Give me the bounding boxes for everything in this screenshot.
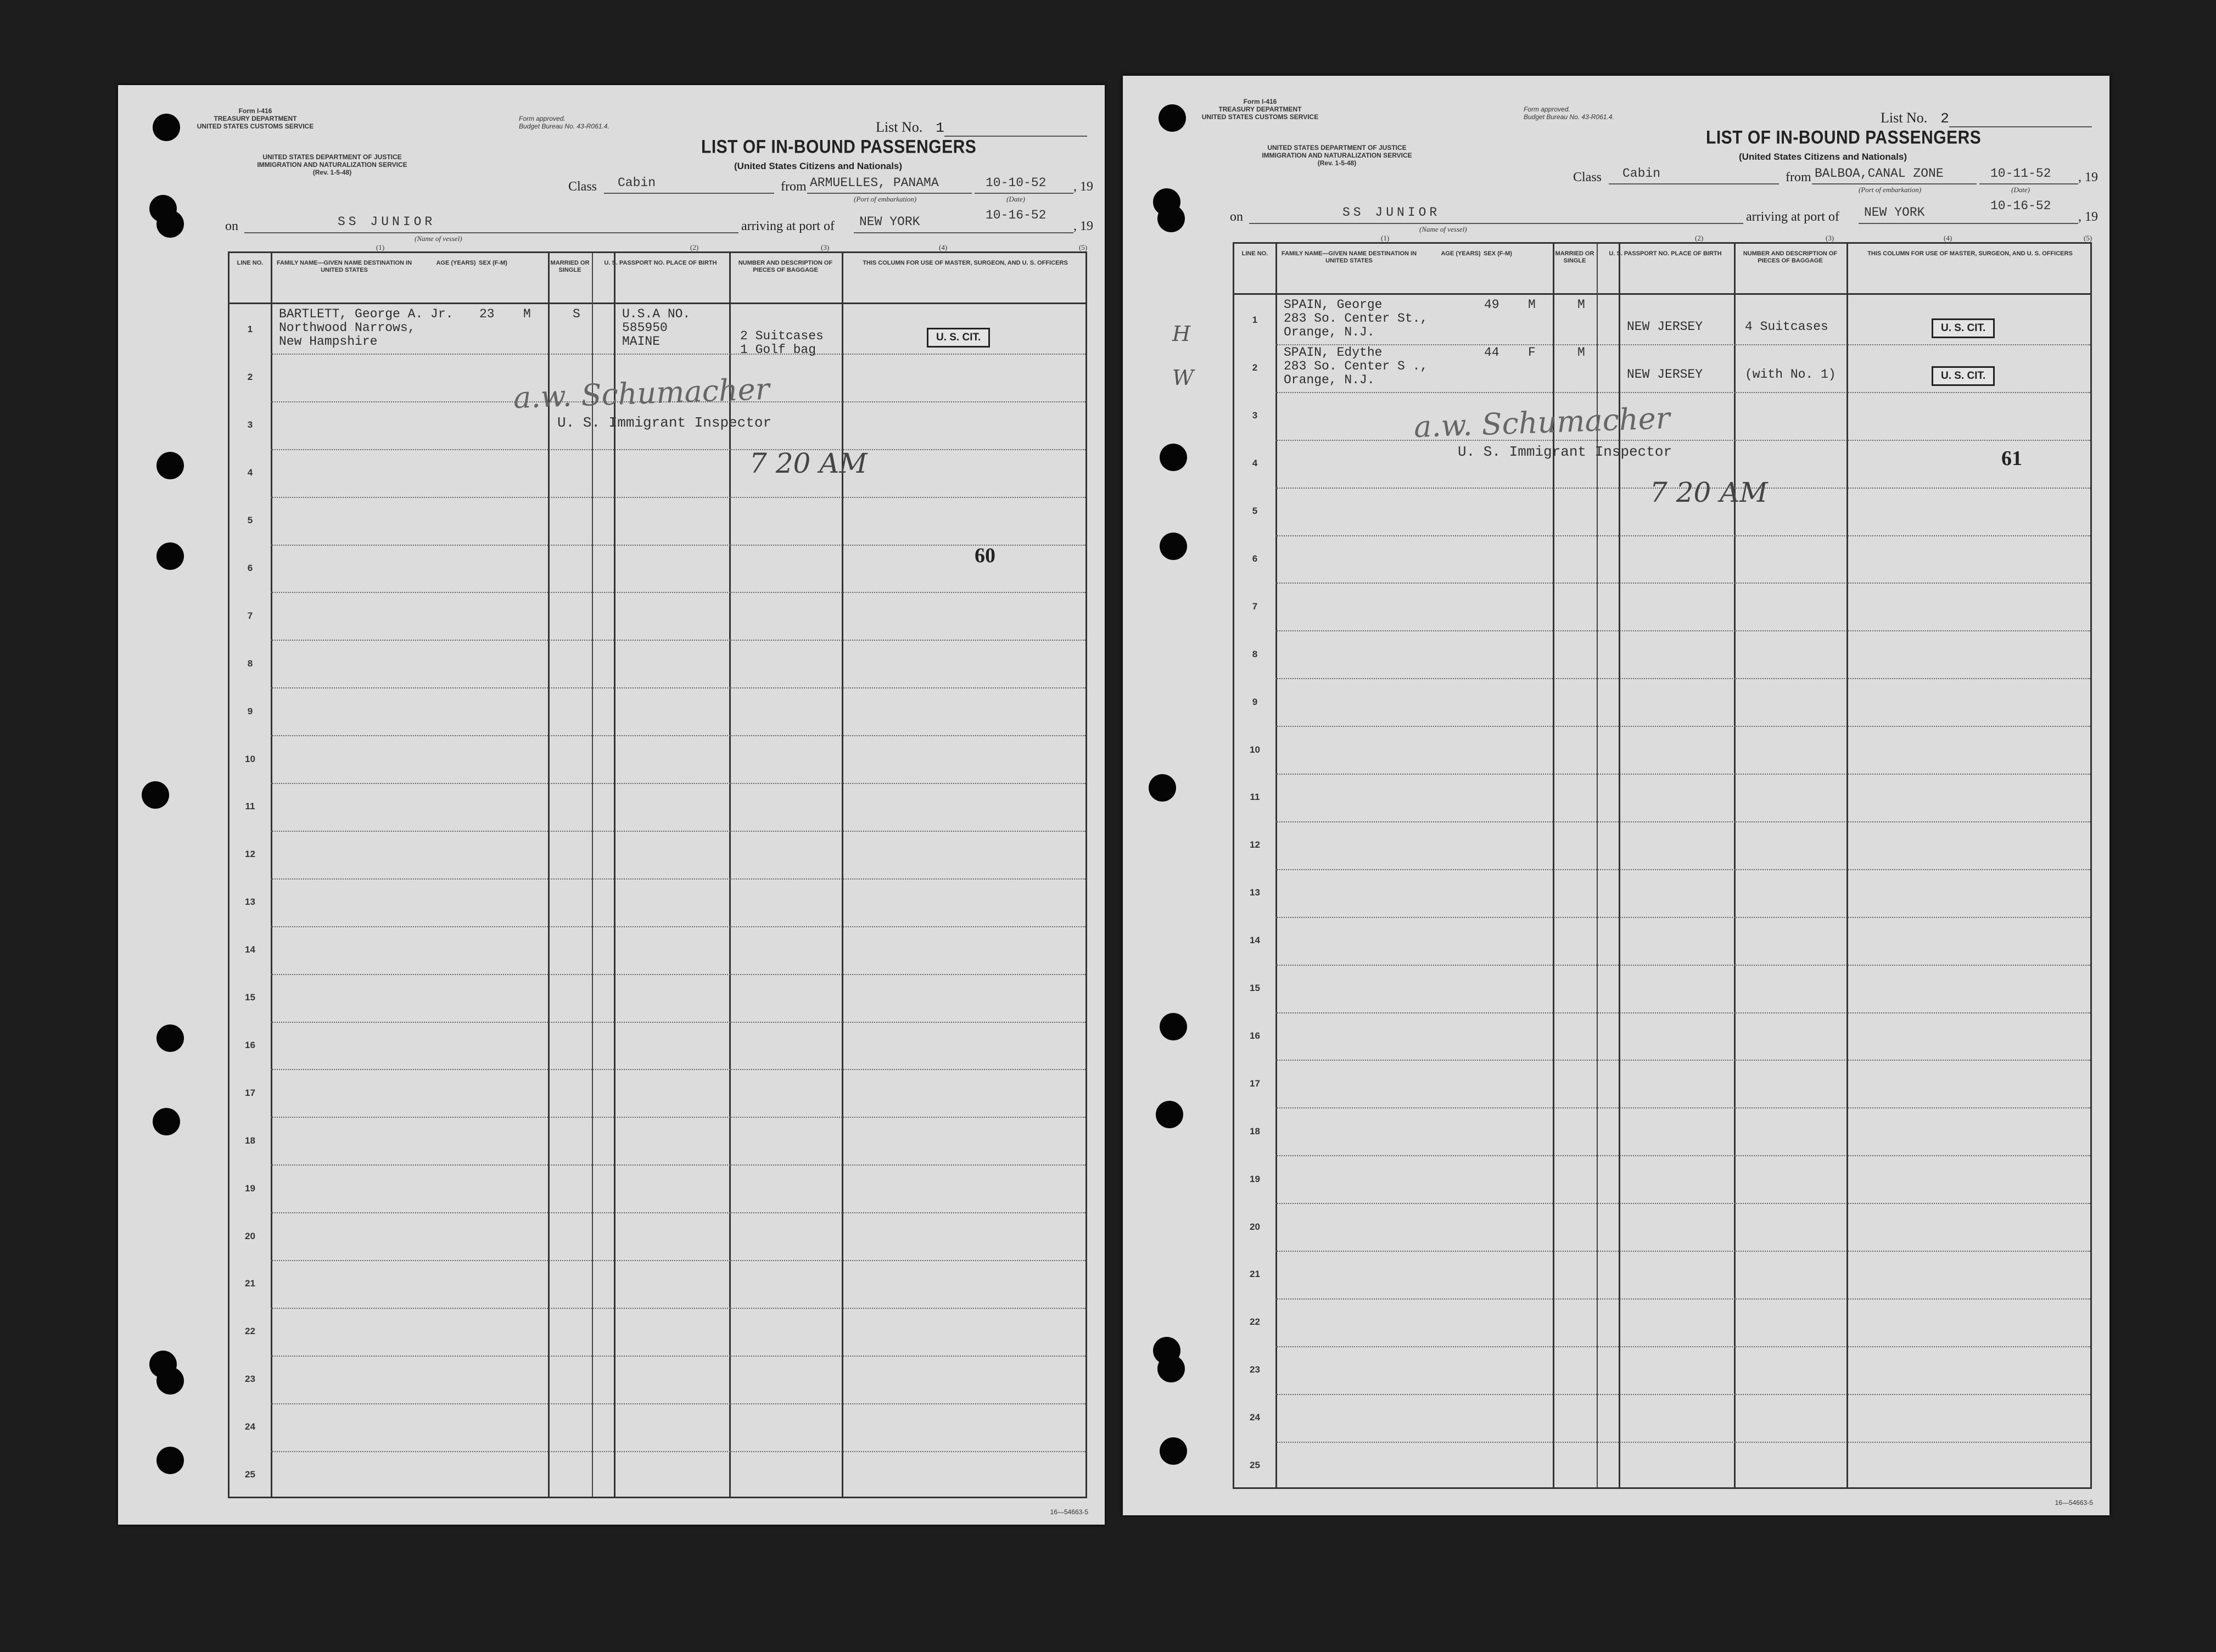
row-number: 10 — [1250, 744, 1260, 755]
row-line — [1275, 1298, 2090, 1300]
date-caption: (Date) — [2011, 186, 2030, 194]
from-port-value: BALBOA,CANAL ZONE — [1815, 166, 1944, 181]
port-embarkation-caption: (Port of embarkation) — [854, 195, 917, 203]
receipt-number-stamp: 60 — [975, 544, 995, 567]
column-header-passport: U. S. PASSPORT NO. PLACE OF BIRTH — [604, 260, 717, 266]
column-header-married: MARRIED OR SINGLE — [1555, 250, 1594, 264]
us-citizen-stamp: U. S. CIT. — [1932, 318, 1995, 338]
row-number: 3 — [1252, 410, 1258, 421]
row-number: 3 — [247, 419, 253, 430]
passenger-table — [228, 251, 1087, 1498]
vessel-value: SS JUNIOR — [1342, 205, 1441, 220]
row-number: 4 — [1252, 458, 1258, 469]
row-number: 12 — [1250, 839, 1260, 850]
punch-hole — [1157, 205, 1185, 232]
list-number-label: List No. — [876, 119, 923, 135]
column-number: (3) — [821, 243, 830, 251]
passport-birthplace-line: NEW JERSEY — [1627, 367, 1703, 382]
row-number: 13 — [1250, 887, 1260, 898]
passenger-name-line: 283 So. Center S ., — [1284, 359, 1428, 373]
row-number: 21 — [1250, 1269, 1260, 1280]
row-line — [271, 640, 1085, 641]
class-underline — [1609, 183, 1779, 184]
arrival-port-value: NEW YORK — [1864, 205, 1925, 220]
row-number: 14 — [245, 944, 255, 955]
arrival-date-underline — [975, 232, 1073, 233]
treasury-department: TREASURY DEPARTMENT — [1218, 105, 1302, 113]
punch-hole — [142, 781, 169, 809]
row-number: 14 — [1250, 935, 1260, 946]
passenger-name-line: Northwood Narrows, — [279, 321, 416, 335]
column-header-sex: SEX (F-M) — [1484, 250, 1512, 257]
port-embarkation-caption: (Port of embarkation) — [1859, 186, 1922, 194]
column-divider — [271, 253, 272, 1497]
row-number: 7 — [1252, 601, 1258, 612]
vessel-underline — [1249, 223, 1743, 224]
punch-hole — [1160, 1013, 1187, 1040]
column-number: (4) — [939, 243, 948, 251]
row-number: 13 — [245, 897, 255, 908]
row-line — [271, 1117, 1085, 1118]
passenger-sex: M — [1528, 298, 1536, 312]
passenger-marital: M — [1577, 298, 1585, 312]
arriving-label: arriving at port of — [741, 219, 835, 233]
passenger-name-line: 283 So. Center St., — [1284, 311, 1428, 326]
passenger-name-line: SPAIN, Edythe — [1284, 345, 1383, 360]
manifest-title: LIST OF IN-BOUND PASSENGERS — [1706, 127, 1982, 148]
row-number: 16 — [1250, 1030, 1260, 1041]
form-number: Form I-416 — [238, 107, 272, 115]
row-line — [1275, 344, 2090, 345]
arrival-year-suffix: , 19 — [2078, 210, 2098, 224]
passenger-age: 23 — [479, 307, 495, 321]
form-approved: Form approved. — [519, 115, 566, 122]
row-line — [271, 687, 1085, 688]
passenger-age: 49 — [1484, 298, 1499, 312]
passenger-marital: M — [1577, 345, 1585, 360]
vessel-caption: (Name of vessel) — [415, 234, 462, 243]
row-number: 1 — [1252, 315, 1258, 326]
column-header-line: LINE NO. — [1241, 250, 1268, 257]
row-number: 6 — [247, 562, 253, 573]
baggage-line: (with No. 1) — [1745, 367, 1836, 382]
row-number: 8 — [247, 658, 253, 669]
row-number: 12 — [245, 849, 255, 860]
row-number: 21 — [245, 1278, 255, 1289]
arrival-date-value: 10-16-52 — [1990, 199, 2051, 213]
column-header-baggage: NUMBER AND DESCRIPTION OF PIECES OF BAGGAGE — [1743, 250, 1838, 264]
punch-hole — [156, 1447, 184, 1474]
on-label: on — [225, 219, 238, 233]
row-number: 4 — [247, 467, 253, 478]
column-number: (2) — [1695, 234, 1704, 242]
justice-department: UNITED STATES DEPARTMENT OF JUSTICE — [1267, 144, 1407, 152]
row-number: 22 — [1250, 1317, 1260, 1328]
receipt-number-stamp: 61 — [2001, 447, 2022, 470]
vessel-value: SS JUNIOR — [338, 215, 436, 229]
inspector-signature: a.w. Schumacher — [513, 371, 770, 416]
row-line — [1275, 726, 2090, 727]
row-line — [1275, 630, 2090, 631]
row-number: 17 — [1250, 1078, 1260, 1089]
list-number-value: 1 — [936, 120, 944, 136]
row-line — [1275, 1394, 2090, 1395]
column-divider — [729, 253, 731, 1497]
form-footer-code: 16—54663-5 — [2055, 1499, 2093, 1507]
row-number: 25 — [1250, 1460, 1260, 1471]
row-number: 1 — [247, 324, 253, 335]
passenger-marital: S — [573, 307, 580, 321]
inspector-signature: a.w. Schumacher — [1413, 400, 1671, 445]
row-line — [271, 1308, 1085, 1309]
class-underline — [604, 193, 774, 194]
inspector-title: U. S. Immigrant Inspector — [1458, 444, 1672, 460]
from-date-value: 10-11-52 — [1990, 166, 2051, 181]
row-number: 10 — [245, 753, 255, 764]
punch-hole — [156, 210, 184, 238]
row-line — [271, 1164, 1085, 1166]
row-number: 17 — [245, 1087, 255, 1098]
list-number — [876, 119, 944, 136]
passenger-name-line: BARTLETT, George A. Jr. — [279, 307, 454, 321]
column-header-line: LINE NO. — [237, 260, 264, 266]
passenger-age: 44 — [1484, 345, 1499, 360]
arrival-date-value: 10-16-52 — [986, 208, 1047, 222]
manifest-sheet-right — [1123, 76, 2109, 1515]
from-port-underline — [807, 193, 972, 194]
row-line — [1275, 1155, 2090, 1156]
baggage-line: 2 Suitcases — [740, 329, 824, 343]
column-divider — [842, 253, 843, 1497]
row-number: 22 — [245, 1326, 255, 1337]
row-line — [271, 545, 1085, 546]
column-number: (2) — [690, 243, 699, 251]
passenger-name-line: SPAIN, George — [1284, 298, 1383, 312]
column-header-age: AGE (YEARS) — [1441, 250, 1481, 257]
row-number: 16 — [245, 1039, 255, 1050]
punch-hole — [1156, 1101, 1183, 1128]
punch-hole — [1160, 533, 1187, 560]
manifest-sheet-left — [118, 85, 1105, 1525]
column-number: (3) — [1826, 234, 1834, 242]
passenger-name-line: Orange, N.J. — [1284, 372, 1375, 387]
budget-bureau: Budget Bureau No. 43-R061.4. — [1524, 113, 1614, 121]
arrival-year-suffix: , 19 — [1073, 219, 1093, 233]
row-line — [1275, 440, 2090, 441]
row-number: 19 — [245, 1183, 255, 1194]
row-number: 15 — [1250, 983, 1260, 994]
column-number: (5) — [1079, 243, 1088, 251]
class-label: Class — [1573, 170, 1602, 184]
row-number: 20 — [245, 1230, 255, 1241]
row-number: 9 — [1252, 696, 1258, 707]
row-number: 2 — [247, 372, 253, 383]
row-line — [271, 449, 1085, 450]
row-line — [271, 497, 1085, 498]
row-line — [271, 592, 1085, 593]
list-number-value: 2 — [1940, 110, 1949, 127]
baggage-line: 1 Golf bag — [740, 343, 816, 357]
margin-bracket-note: H W — [1172, 322, 1194, 390]
passenger-sex: M — [523, 307, 531, 321]
inspector-title: U. S. Immigrant Inspector — [557, 415, 772, 431]
class-label: Class — [568, 180, 597, 194]
punch-hole — [1159, 104, 1186, 132]
form-approved: Form approved. — [1524, 105, 1570, 113]
column-divider — [1734, 244, 1736, 1487]
passport-birthplace-line: MAINE — [622, 334, 661, 349]
column-divider — [1275, 244, 1277, 1487]
row-line — [271, 1451, 1085, 1452]
row-number: 24 — [1250, 1412, 1260, 1423]
row-line — [1275, 1203, 2090, 1204]
column-divider — [614, 253, 615, 1497]
from-label: from — [781, 180, 807, 194]
form-number: Form I-416 — [1243, 98, 1277, 105]
row-number: 15 — [245, 992, 255, 1003]
from-date-underline — [1979, 183, 2078, 184]
row-line — [271, 1260, 1085, 1261]
revision-date: (Rev. 1-5-48) — [1317, 159, 1357, 167]
row-line — [1275, 1442, 2090, 1443]
row-number: 7 — [247, 610, 253, 621]
form-footer-code: 16—54663-5 — [1050, 1508, 1088, 1516]
row-number: 18 — [1250, 1125, 1260, 1136]
column-header-passport: U. S. PASSPORT NO. PLACE OF BIRTH — [1609, 250, 1722, 257]
from-date-value: 10-10-52 — [986, 176, 1047, 190]
passport-birthplace-line: NEW JERSEY — [1627, 320, 1703, 334]
passenger-sex: F — [1528, 345, 1536, 360]
punch-hole — [156, 1024, 184, 1052]
list-number-label: List No. — [1881, 110, 1928, 126]
column-divider — [1846, 244, 1848, 1487]
punch-hole — [156, 1367, 184, 1395]
manifest-subtitle: (United States Citizens and Nationals) — [1739, 152, 1907, 162]
row-line — [1275, 917, 2090, 918]
row-line — [271, 1069, 1085, 1070]
column-divider — [592, 253, 593, 1497]
column-header-name: FAMILY NAME—GIVEN NAME DESTINATION IN UNITED STATES — [1281, 250, 1417, 264]
arriving-label: arriving at port of — [1746, 210, 1839, 224]
punch-hole — [153, 114, 180, 141]
inspection-time: 7 20 AM — [1650, 477, 1768, 508]
punch-hole — [156, 452, 184, 479]
date-caption: (Date) — [1006, 195, 1025, 203]
year-suffix: , 19 — [1073, 180, 1093, 194]
punch-hole — [1160, 444, 1187, 471]
passport-birthplace-line: U.S.A NO. — [622, 307, 691, 321]
us-citizen-stamp: U. S. CIT. — [927, 328, 990, 348]
from-port-underline — [1812, 183, 1977, 184]
column-header-sex: SEX (F-M) — [479, 260, 507, 266]
budget-bureau: Budget Bureau No. 43-R061.4. — [519, 122, 609, 130]
punch-hole — [156, 542, 184, 570]
column-number: (4) — [1944, 234, 1952, 242]
arrival-port-underline — [854, 232, 975, 233]
from-label: from — [1786, 170, 1811, 184]
row-line — [1275, 1251, 2090, 1252]
from-date-underline — [975, 193, 1073, 194]
column-header-age: AGE (YEARS) — [436, 260, 476, 266]
row-number: 23 — [245, 1374, 255, 1385]
row-number: 5 — [247, 515, 253, 526]
row-number: 19 — [1250, 1173, 1260, 1184]
row-line — [271, 735, 1085, 736]
arrival-port-value: NEW YORK — [859, 215, 920, 229]
punch-hole — [1149, 774, 1176, 802]
baggage-line: 4 Suitcases — [1745, 320, 1828, 334]
passenger-name-line: New Hampshire — [279, 334, 378, 349]
customs-service: UNITED STATES CUSTOMS SERVICE — [1201, 113, 1319, 121]
row-number: 2 — [1252, 362, 1258, 373]
row-number: 23 — [1250, 1364, 1260, 1375]
column-number: (1) — [376, 243, 385, 251]
row-line — [271, 926, 1085, 927]
passenger-name-line: Orange, N.J. — [1284, 325, 1375, 339]
row-line — [1275, 869, 2090, 870]
row-line — [1275, 774, 2090, 775]
year-suffix: , 19 — [2078, 170, 2098, 184]
punch-hole — [1160, 1437, 1187, 1465]
row-line — [1275, 1060, 2090, 1061]
row-line — [1275, 821, 2090, 822]
arrival-port-underline — [1859, 223, 1979, 224]
on-label: on — [1230, 210, 1243, 224]
column-header-married: MARRIED OR SINGLE — [550, 260, 590, 273]
row-number: 6 — [1252, 553, 1258, 564]
justice-department: UNITED STATES DEPARTMENT OF JUSTICE — [262, 153, 402, 161]
row-line — [1275, 678, 2090, 679]
revision-date: (Rev. 1-5-48) — [312, 169, 352, 176]
row-line — [271, 354, 1085, 355]
inspection-time: 7 20 AM — [749, 447, 868, 479]
vessel-caption: (Name of vessel) — [1419, 225, 1467, 233]
row-number: 24 — [245, 1421, 255, 1432]
row-line — [1275, 392, 2090, 393]
ins-service: IMMIGRATION AND NATURALIZATION SERVICE — [257, 161, 407, 169]
row-line — [271, 878, 1085, 880]
row-line — [271, 783, 1085, 784]
row-number: 11 — [245, 801, 255, 812]
row-line — [271, 1356, 1085, 1357]
row-line — [271, 1022, 1085, 1023]
row-number: 25 — [245, 1469, 255, 1480]
row-line — [1275, 1346, 2090, 1347]
customs-service: UNITED STATES CUSTOMS SERVICE — [197, 122, 314, 130]
passport-birthplace-line: 585950 — [622, 321, 668, 335]
from-port-value: ARMUELLES, PANAMA — [810, 176, 939, 190]
row-line — [271, 1212, 1085, 1213]
column-number: (1) — [1381, 234, 1390, 242]
treasury-department: TREASURY DEPARTMENT — [214, 115, 297, 122]
row-line — [271, 1403, 1085, 1404]
ins-service: IMMIGRATION AND NATURALIZATION SERVICE — [1262, 152, 1412, 159]
row-line — [1275, 1107, 2090, 1108]
arrival-date-underline — [1979, 223, 2078, 224]
manifest-subtitle: (United States Citizens and Nationals) — [734, 161, 903, 171]
row-line — [1275, 583, 2090, 584]
row-line — [1275, 535, 2090, 536]
column-header-use: THIS COLUMN FOR USE OF MASTER, SURGEON, AND U. S. OFFICERS — [863, 260, 1068, 266]
column-header-use: THIS COLUMN FOR USE OF MASTER, SURGEON, AND U. S. OFFICERS — [1867, 250, 2073, 257]
list-number — [1881, 110, 1949, 127]
row-number: 18 — [245, 1135, 255, 1146]
class-value: Cabin — [618, 176, 656, 190]
row-line — [271, 831, 1085, 832]
column-divider — [548, 253, 550, 1497]
manifest-title: LIST OF IN-BOUND PASSENGERS — [701, 136, 977, 158]
row-number: 11 — [1250, 792, 1260, 803]
row-line — [1275, 965, 2090, 966]
row-number: 9 — [247, 705, 253, 716]
punch-hole — [1157, 1355, 1185, 1382]
column-header-baggage: NUMBER AND DESCRIPTION OF PIECES OF BAGGAGE — [738, 260, 833, 273]
row-line — [1275, 1012, 2090, 1013]
class-value: Cabin — [1622, 166, 1661, 181]
punch-hole — [153, 1108, 180, 1135]
row-number: 8 — [1252, 648, 1258, 659]
row-number: 20 — [1250, 1221, 1260, 1232]
vessel-underline — [244, 232, 738, 233]
column-header-name: FAMILY NAME—GIVEN NAME DESTINATION IN UNITED STATES — [276, 260, 412, 273]
row-number: 5 — [1252, 506, 1258, 517]
us-citizen-stamp: U. S. CIT. — [1932, 366, 1995, 386]
column-number: (5) — [2084, 234, 2092, 242]
row-line — [271, 974, 1085, 975]
